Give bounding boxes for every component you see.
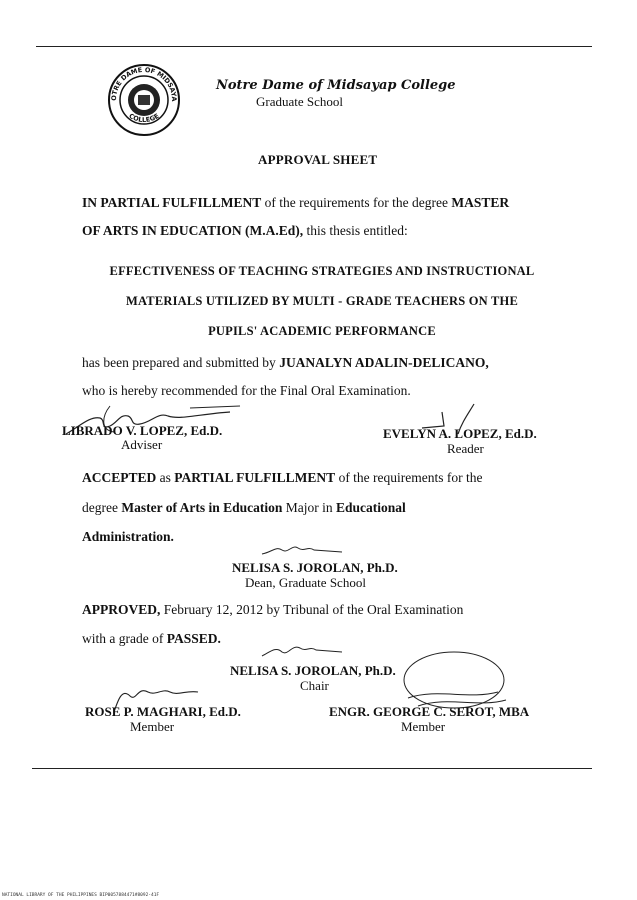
dean-name: NELISA S. JOROLAN, Ph.D.: [232, 560, 398, 575]
thesis-title-line-1: EFFECTIVENESS OF TEACHING STRATEGIES AND INSTRUCTIONAL: [109, 264, 535, 278]
intro-degree: MASTER: [451, 195, 510, 210]
thesis-title-line-3: PUPILS' ACADEMIC PERFORMANCE: [208, 324, 436, 338]
dean-signature: [258, 540, 348, 562]
dean-role: Dean, Graduate School: [245, 575, 366, 590]
seal-ring-top: OTRE DAME OF MIDSAYA: [109, 65, 179, 102]
approval-rest: February 12, 2012 by Tribunal of the Oral Examination: [160, 602, 464, 617]
major-name: Educational: [335, 500, 406, 515]
intro-text-2: this thesis entitled:: [303, 223, 408, 238]
adviser-name: LIBRADO V. LOPEZ, Ed.D.: [62, 423, 223, 438]
chair-name: NELISA S. JOROLAN, Ph.D.: [230, 663, 396, 678]
author-name: JUANALYN ADALIN-DELICANO,: [279, 355, 489, 370]
accepted-word: ACCEPTED: [82, 470, 157, 485]
chair-role: Chair: [300, 678, 329, 693]
acceptance-line-1: [82, 470, 483, 486]
reader-role: Reader: [447, 441, 484, 456]
college-name: Notre Dame of Midsayap College: [216, 78, 456, 93]
thesis-title-line-2: MATERIALS UTILIZED BY MULTI - GRADE TEACHERS ON THE: [126, 294, 518, 308]
member1-role: Member: [130, 719, 175, 734]
member2-name: ENGR. GEORGE C. SEROT, MBA: [329, 704, 530, 719]
acceptance-as: as: [156, 470, 175, 485]
member1-name: ROSE P. MAGHARI, Ed.D.: [85, 704, 241, 719]
approval-line-2: [82, 631, 221, 647]
acceptance-rest: of the requirements for the: [335, 470, 483, 485]
seal-ring-bottom: COLLEGE: [127, 111, 161, 125]
submission-line: [82, 355, 489, 371]
approval-line-1: [82, 602, 463, 618]
major-in: Major in: [282, 500, 336, 515]
chair-signature: [258, 640, 348, 664]
intro-bold-2: OF ARTS IN EDUCATION (M.A.Ed),: [82, 223, 304, 238]
partial-fulfillment: PARTIAL FULFILLMENT: [174, 470, 336, 485]
adviser-role: Adviser: [121, 437, 163, 452]
page-title: APPROVAL SHEET: [258, 152, 378, 167]
grade-prefix: with a grade of: [82, 631, 167, 646]
bottom-rule: [32, 768, 592, 769]
school-name: Graduate School: [256, 94, 344, 109]
top-rule: [36, 46, 592, 47]
grade-value: PASSED.: [166, 631, 221, 646]
footer-stamp: NATIONAL LIBRARY OF THE PHILIPPINES BIP0057884471#8092-41F: [2, 893, 160, 898]
intro-text-1: of the requirements for the degree: [261, 195, 452, 210]
degree-prefix: degree: [82, 500, 122, 515]
intro-bold-1: IN PARTIAL FULFILLMENT: [82, 195, 262, 210]
submission-prefix: has been prepared and submitted by: [82, 355, 280, 370]
approved-word: APPROVED,: [82, 602, 161, 617]
intro-line-1: [82, 195, 509, 211]
recommend-line: who is hereby recommended for the Final Oral Examination.: [82, 383, 411, 398]
college-seal: [106, 62, 182, 138]
reader-name: EVELYN A. LOPEZ, Ed.D.: [383, 426, 537, 441]
acceptance-line-3: Administration.: [82, 529, 174, 544]
degree-name: Master of Arts in Education: [121, 500, 283, 515]
acceptance-line-2: [82, 500, 406, 516]
intro-line-2: [82, 223, 408, 239]
member2-role: Member: [401, 719, 446, 734]
